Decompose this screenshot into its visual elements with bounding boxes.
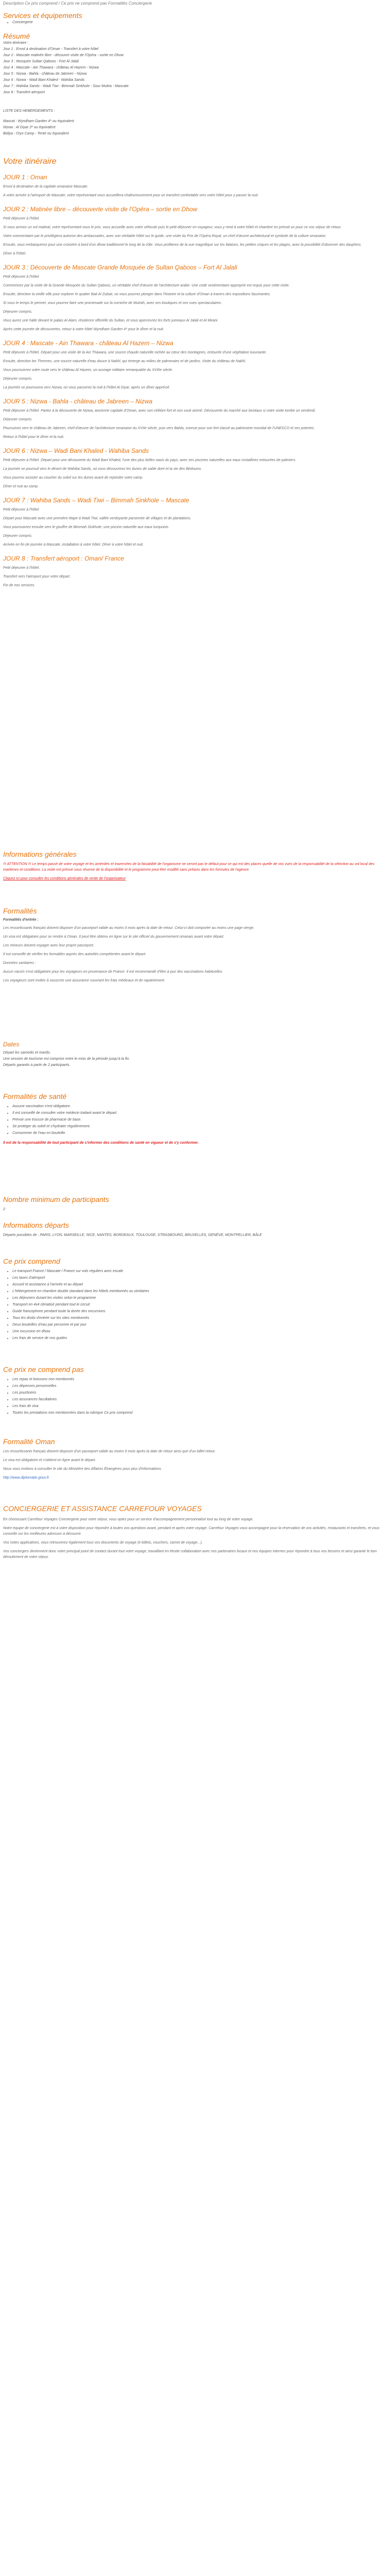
day-paragraph: Déjeuner compris. — [3, 377, 32, 381]
resume-line: Jour 7 : Wahiba Sands - Wadi Tiwi - Bimmah Sinkhole - Sour Muttra - Mascate — [3, 84, 129, 88]
conciergerie-title: CONCIERGERIE ET ASSISTANCE CARREFOUR VOYAGES — [3, 1504, 202, 1513]
prix-ne-comprend-item: • Les assurances facultatives — [12, 1397, 385, 1402]
prix-ne-comprend-item: • Les pourboires — [12, 1390, 385, 1396]
prix-comprend-item: • Accueil et assistance à l'arrivée et au départ — [12, 1282, 385, 1287]
prix-ne-comprend-item: • Les dépenses personnelles — [12, 1383, 385, 1389]
prix-comprend-item: • Transport en 4x4 climatisé pendant tout le circuit — [12, 1302, 385, 1308]
departs-lines — [3, 1232, 385, 1239]
day-block — [3, 447, 385, 489]
formalites-paragraph: Il est conseillé de vérifier les formalités auprès des autorités compétentes avant le départ. — [3, 953, 146, 956]
formalites-paragraph: Les ressortissants français doivent disposer d'un passeport valide au moins 6 mois après la date de retour. Celui-ci doit comporter au moins une page vierge. — [3, 926, 255, 930]
day-paragraph: Commencez par la visite de la Grande Mosquée du Sultan Qaboos, un véritable chef d'œuvre de l'architecture arabe. Une code vestimentaire approprié est requis pour cette visite. — [3, 284, 290, 287]
day-paragraph: La journée se poursuivra vers Nizwa, où vous passerez la nuit à l'hôtel Al Diyar, après un dîner apprécié. — [3, 386, 171, 389]
prix-ne-comprend-section — [3, 1365, 385, 1417]
day-paragraph: Fin de nos services. — [3, 584, 36, 587]
day-paragraph: Envol à destination de la capitale omanaise Mascate. — [3, 185, 88, 189]
prix-ne-comprend-title: Ce prix ne comprend pas — [3, 1365, 84, 1374]
conciergerie-paragraph: En choisissant Carrefour Voyages Conciergerie pour votre séjour, vous optez pour un service d'accompagnement personnalisé tout au long de votre voyage. — [3, 1518, 254, 1521]
prix-comprend-section — [3, 1257, 385, 1342]
prix-ne-comprend-item: • Les repas et boissons non mentionnés — [12, 1377, 385, 1382]
day-block — [3, 497, 385, 548]
itinerary-section — [3, 157, 385, 591]
prix-comprend-item: • Guide francophone pendant toute la durée des excursions — [12, 1309, 385, 1314]
resume-line: Jour 6 : Nizwa - Wadi Bani Khaled - Wahiba Sands — [3, 78, 85, 82]
services-title: Services et équipements — [3, 11, 83, 20]
day-title: JOUR 4 : Mascate - Ain Thawara - château Al Hazem – Nizwa — [3, 340, 173, 347]
sante-warning: Il est de la responsabilité de tout participant de s'informer des conditions de santé en vigueur et de s'y conformer. — [3, 1141, 199, 1145]
formalite-oman-section — [3, 1437, 385, 1481]
day-title: JOUR 3 : Découverte de Mascate Grande Mosquée de Sultan Qaboos – Fort Al Jalali — [3, 264, 237, 271]
day-block — [3, 398, 385, 440]
day-paragraph: Votre commentaire par le privilégiera autorise des ambassades, avec son véritable hôtel sur le guide, une visite du Prix de l'Opéra Royal, un chef d'œuvre architectural et symbole de la culture omanaise. — [3, 234, 327, 238]
day-title: JOUR 6 : Nizwa – Wadi Bani Khaled - Wahiba Sands — [3, 447, 149, 454]
resume-line: Jour 8 : Transfert aéroport — [3, 91, 45, 94]
formalites-subtitle: Formalités d'entrée : — [3, 918, 39, 922]
prix-comprend-item: • L'hébergement en chambre double standard dans les hôtels mentionnés ou similaires — [12, 1289, 385, 1294]
hotel-line: Mascat : Wyndham Garden 4* ou équivalent — [3, 120, 74, 123]
hotel-line: Bidiya : Oryx Camp - Tente ou équivalent — [3, 132, 69, 135]
sante-list — [3, 1104, 385, 1136]
day-paragraph: Vous poursuivrez votre route vers le château Al Hazem, un ouvrage militaire remarquable du XVIIIe siècle. — [3, 368, 173, 372]
day-paragraph: Petit déjeuner à l'hôtel. Départ pour une visite de la Ain Thawara, une source chaude naturelle nichée au cœur des montagnes, entourée d'une végétation luxuriante. — [3, 351, 267, 354]
resume-line: Jour 5 : Nizwa - Bahla - château de Jabreen - Nizwa — [3, 72, 87, 76]
resume-section — [3, 32, 385, 137]
day-paragraph: Dîner à l'hôtel. — [3, 252, 26, 256]
day-paragraph: Déjeuner compris. — [3, 418, 32, 421]
day-paragraph: Transfert vers l'aéroport pour votre départ. — [3, 575, 71, 579]
prix-ne-comprend-list — [3, 1377, 385, 1416]
participants-value: 2 — [3, 1208, 5, 1211]
formalites-paragraph: Les voyageurs sont invités à souscrire une assurance couvrant les frais médicaux et de rapatriement. — [3, 979, 165, 982]
day-title: JOUR 8 : Transfert aéroport : Oman/ France — [3, 555, 124, 562]
day-block — [3, 174, 385, 198]
formalites-section — [3, 907, 385, 987]
conciergerie-paragraph: Vos conciergers deviennent donc votre principal point de contact durant tout votre voyage, travaillant en étroite collaboration avec nos partenaires locaux et nos équipes internes pour répondre à tous vos besoins et ainsi garantir le bon déroulement de votre séjour. — [3, 1550, 377, 1559]
sante-item: • Se protéger du soleil et s'hydrater régulièrement. — [12, 1124, 385, 1129]
sante-item: • Il est conseillé de consulter votre médecin traitant avant le départ. — [12, 1110, 385, 1116]
services-item: • Conciergerie — [12, 20, 385, 25]
resume-title: Résumé — [3, 32, 30, 40]
day-paragraph: Petit déjeuner à l'hôtel. — [3, 217, 40, 221]
prix-comprend-item: • Les taxes d'aéroport — [12, 1275, 385, 1281]
formalite-oman-title: Formalité Oman — [3, 1437, 55, 1446]
prix-comprend-item: • Deux bouteilles d'eau par personne et par jour — [12, 1322, 385, 1328]
participants-title: Nombre minimum de participants — [3, 1195, 109, 1204]
day-block — [3, 340, 385, 391]
formalite-oman-link[interactable]: http://www.diplomatie.gouv.fr — [3, 1476, 49, 1480]
participants-section — [3, 1195, 385, 1213]
resume-lines — [3, 40, 385, 96]
sante-item: • Prévoir une trousse de pharmacie de base. — [12, 1117, 385, 1123]
day-paragraph: Déjeuner compris. — [3, 310, 32, 314]
day-paragraph: La journée se poursuit vers le désert de Wahiba Sands, où vous découvrirez les dunes de sable doré et la vie des Bédouins. — [3, 467, 202, 471]
top-note: Description Ce prix comprend / Ce prix ne comprend pas Formalités Conciergerie — [3, 1, 152, 6]
departs-section — [3, 1221, 385, 1239]
formalites-paras — [3, 925, 385, 984]
sante-item: • Aucune vaccination n'est obligatoire. — [12, 1104, 385, 1109]
prix-comprend-item: • Une excursion en dhow — [12, 1329, 385, 1334]
conciergerie-paragraph: Vos notes applicatives, vous retrouverez également tous vos documents de voyage (e-billets, vouchers, carnet de voyage...). — [3, 1541, 203, 1545]
day-paragraph: Retour à l'hôtel pour le dîner et la nuit. — [3, 435, 64, 439]
day-paragraph: Petit déjeuner à l'hôtel. Départ pour une découverte du Wadi Bani Khaled, l'une des plus belles oasis du pays, avec ses piscines naturelles aux eaux cristallines entourées de palmiers. — [3, 459, 296, 462]
prix-ne-comprend-item: • Les frais de visa — [12, 1403, 385, 1409]
formalites-paragraph: Données sanitaires : — [3, 961, 36, 965]
day-paragraph: Déjeuner compris. — [3, 534, 32, 538]
dates-line: Départs garantis à partir de 2 participants. — [3, 1063, 71, 1067]
hotel-line: Nizwa : Al Diyar 3* ou équivalent — [3, 126, 56, 129]
departs-line: Départs possibles de : PARIS, LYON, MARSEILLE, NICE, NANTES, BORDEAUX, TOULOUSE, STRASBOURG, BRUXELLES, GENÈVE, MONTPELLIER, BÂLE — [3, 1233, 262, 1237]
dates-section — [3, 1041, 385, 1069]
services-section — [3, 11, 385, 26]
day-paragraph: Ensuite, direction la vieille ville pour explorer le quatier Bait Al Zubair, où vous pourrez plonger dans l'histoire et la culture d'Oman à travers des expositions fascinantes. — [3, 293, 271, 296]
day-paragraph: Petit déjeuner à l'hôtel. — [3, 566, 40, 570]
day-title: JOUR 7 : Wahiba Sands – Wadi Tiwi – Bimmah Sinkhole – Mascate — [3, 497, 189, 504]
day-paragraph: Ensuite, vous embarquerez pour une croisière à bord d'un dhow traditionnel le long de la côte. Vous profiterez de la vue magnifique sur les falaises, les petites criques et les plages, avec la possibilité d'observer des dauphins. — [3, 243, 362, 247]
sante-title: Formalités de santé — [3, 1092, 67, 1100]
formalite-oman-paragraph: Les ressortissants français doivent disposer d'un passeport valide au moins 6 mois après la date de retour ainsi que d'un billet retour. — [3, 1450, 216, 1453]
formalite-oman-paras — [3, 1449, 385, 1472]
day-paragraph: Petit déjeuner à l'hôtel. Partez à la découverte de Nizwa, ancienne capitale d'Oman, avec son célèbre fort et son souk animé. Découverte du marché aux bestiaux si votre visite tombe un vendredi. — [3, 409, 316, 413]
formalites-title: Formalités — [3, 907, 37, 915]
conciergerie-section — [3, 1504, 385, 1563]
prix-comprend-item: • Les déjeuners durant les visites selon le programme — [12, 1295, 385, 1301]
conciergerie-paras — [3, 1517, 385, 1560]
day-paragraph: A votre arrivée à l'aéroport de Mascate, votre représentant vous accueillera chaleureusement pour un transfert confortable vers votre hôtel pour y passer la nuit. — [3, 194, 259, 197]
day-paragraph: Si vous arrivez un vol matinal, votre représentant vous le prix, vous accueille avec votre véhicule puis le petit déjeuner en voyageur, vous y rend à votre hôtel et chambre en prévoit un pour ce vos séjour de retour. — [3, 226, 342, 229]
day-block — [3, 206, 385, 257]
day-paragraph: Après cette journée de découvertes, retour à votre hôtel Wyndham Garden 4* pour le dîner et la nuit. — [3, 328, 165, 331]
hotels-title: LISTE DES HEBERGEMENTS : — [3, 109, 55, 113]
infos-section — [3, 850, 385, 882]
formalite-oman-paragraph: Nous vous invitons à consulter le site du Ministère des Affaires Étrangères pour plus d'informations. — [3, 1467, 162, 1471]
day-paragraph: Dîner et nuit au camp. — [3, 485, 39, 488]
services-list — [3, 20, 385, 25]
prix-comprend-item: • Le transport France / Mascate / France sur vols réguliers avec escale — [12, 1268, 385, 1274]
day-title: JOUR 1 : Oman — [3, 174, 47, 181]
day-block — [3, 555, 385, 588]
conciergerie-paragraph: Notre équipe de conciergerie est à votre disposition pour répondre à toutes vos questions avant, pendant et après votre voyage. Carrefour Voyages vous accompagne pour la réservation de vos activités, restaurants et transferts, et vous conseille sur les meilleures adresses à découvrir. — [3, 1527, 380, 1536]
prix-comprend-item: • Tous les droits d'entrée sur les sites mentionnés — [12, 1315, 385, 1321]
day-paragraph: Si vous le temps le permet, vous pourrez faire une promenade sur la corniche de Mutrah, avec ses boutiques et ses vues spectaculaires. — [3, 301, 222, 305]
day-paragraph: Vous pourrez assister au coucher du soleil sur les dunes avant de rejoindre votre camp. — [3, 476, 143, 480]
infos-title: Informations générales — [3, 850, 77, 858]
formalites-paragraph: Aucun vaccin n'est obligatoire pour les voyageurs en provenance de France. Il est recommandé d'être à jour des vaccinations habituelles. — [3, 970, 223, 974]
day-paragraph: Ensuite, direction les Thermes, une source naturelle d'eau douce à Nakhl, qui émerge au milieu de palmeraies et de jardins. Visite du château de Nakhl. — [3, 360, 246, 363]
dates-title: Dates — [3, 1041, 20, 1048]
resume-line: Jour 1 : Envol à destination d'Oman - Transfert à votre hôtel — [3, 47, 99, 51]
days-list — [3, 174, 385, 588]
resume-line: Votre itinéraire : — [3, 41, 29, 45]
prix-comprend-item: • Les frais de service de nos guides — [12, 1335, 385, 1341]
day-paragraph: Arrivée en fin de journée à Mascate, installation à votre hôtel. Dîner à votre hôtel et nuit. — [3, 543, 144, 547]
resume-line: Jour 4 : Mascate - Ain Thawara - château Al Hazem - Nizwa — [3, 66, 99, 70]
hotels-list — [3, 118, 385, 137]
infos-cgv-link[interactable]: Cliquez ici pour consulter les conditions générales de vente de l'organisateur — [3, 877, 126, 880]
dates-line: Une session de tourisme est comprise entre le mois de la période jusqu'à la fin. — [3, 1057, 130, 1061]
formalite-oman-paragraph: Le visa est obligatoire et s'obtient en ligne avant le départ. — [3, 1459, 96, 1462]
resume-line: Jour 3 : Mosquée Sultan Qaboos - Fort Al Jalali — [3, 60, 79, 63]
prix-comprend-list — [3, 1268, 385, 1341]
day-paragraph: Départ pour Mascate avec une première étape à Wadi Tiwi, vallée verdoyante parsemée de villages et de plantations. — [3, 517, 191, 520]
prix-comprend-title: Ce prix comprend — [3, 1257, 60, 1265]
formalites-paragraph: Les mineurs doivent voyager avec leur propre passeport. — [3, 944, 94, 947]
formalites-paragraph: Un visa est obligatoire pour se rendre à Oman. Il peut être obtenu en ligne sur le site officiel du gouvernement omanais avant votre départ. — [3, 935, 224, 939]
day-paragraph: Vous poursuivrez ensuite vers le gouffre de Bimmah Sinkhole, une piscine naturelle aux eaux turquoise. — [3, 526, 169, 529]
day-title: JOUR 5 : Nizwa - Bahla - château de Jabreen – Nizwa — [3, 398, 153, 405]
sante-section — [3, 1092, 385, 1146]
departs-title: Informations départs — [3, 1221, 69, 1229]
prix-ne-comprend-item: • Toutes les prestations non mentionnées dans la rubrique Ce prix comprend — [12, 1410, 385, 1416]
sante-item: • Consommer de l'eau en bouteille. — [12, 1130, 385, 1136]
day-paragraph: Petit déjeuner à l'hôtel. — [3, 275, 40, 279]
day-block — [3, 264, 385, 332]
itinerary-title: Votre itinéraire — [3, 157, 57, 166]
day-title: JOUR 2 : Matinée libre – découverte visite de l'Opéra – sortie en Dhow — [3, 206, 198, 213]
day-paragraph: Vous aurez une halte devant le palais Al Alam, résidence officielle du Sultan, et vous apercevrez les forts jumeaux Al Jalali et Al Mirani. — [3, 319, 219, 323]
infos-warning: !!! ATTENTION !!! Le temps passé de votre voyage et les aménités et traversées de la faisabilité de l'organisme ne seront pas le défaut pour ce qui est des places quelle de vos vues de la responsabilité de la sélection au vol local des maritimes et conditions. La visite est prévue sous réserve de la disponibilité et le programme peut être modifié sans préavis dans les formules de l'agence. — [3, 862, 375, 872]
resume-line: Jour 2 : Mascate matinée libre - découvrir visite de l'Opéra - sortie en Dhow — [3, 54, 124, 57]
day-paragraph: Poursuivez vers le château de Jabreen, chef-d'œuvre de l'architecture omanaise du XVIIe siècle, puis vers Bahla, connue pour son fort classé au patrimoine mondial de l'UNESCO et ses poteries. — [3, 427, 315, 430]
dates-lines — [3, 1050, 385, 1069]
day-paragraph: Petit déjeuner à l'hôtel. — [3, 508, 40, 512]
dates-line: Départ les samedis et mardis. — [3, 1051, 51, 1055]
